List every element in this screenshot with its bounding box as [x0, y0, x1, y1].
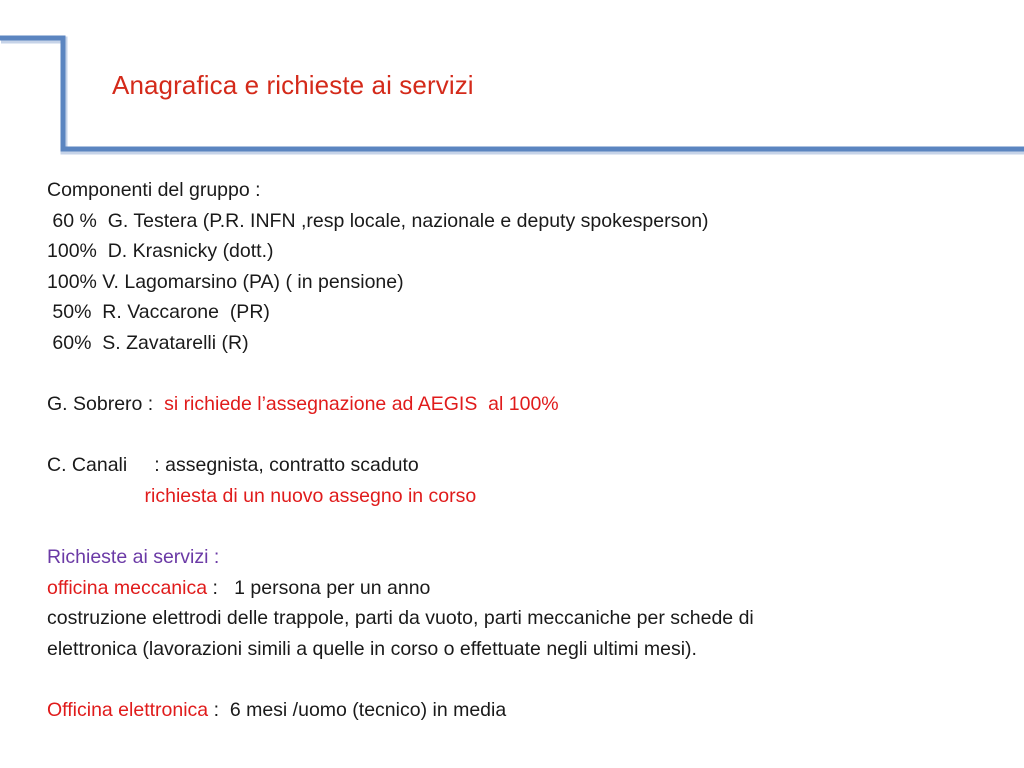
- canali-request: richiesta di un nuovo assegno in corso: [144, 484, 477, 507]
- mech-desc: elettronica (lavorazioni simili a quelle in corso o effettuate negli ultimi mesi).: [47, 637, 697, 660]
- slide-title: Anagrafica e richieste ai servizi: [112, 70, 474, 100]
- member-line: 100% V. Lagomarsino (PA) ( in pensione): [47, 270, 404, 293]
- spacer: [47, 420, 1007, 451]
- elec-line: [47, 695, 1007, 726]
- group-heading: Componenti del gruppo :: [47, 179, 261, 201]
- services-heading: Richieste ai servizi :: [47, 546, 220, 569]
- elec-value: : 6 mesi /uomo (tecnico) in media: [208, 699, 507, 722]
- elec-label: Officina elettronica: [47, 699, 209, 722]
- mech-line: [47, 573, 1007, 604]
- spacer: [47, 665, 1007, 696]
- mech-desc: costruzione elettrodi delle trappole, parti da vuoto, parti meccaniche per schede di: [47, 607, 754, 630]
- spacer: [47, 359, 1007, 390]
- indent: [47, 485, 145, 507]
- member-line: 50% R. Vaccarone (PR): [47, 301, 270, 324]
- sobrero-request: si richiede l’assegnazione ad AEGIS al 100%: [164, 393, 559, 416]
- canali-line: C. Canali : assegnista, contratto scaduto: [47, 454, 419, 477]
- spacer: [47, 512, 1007, 543]
- sobrero-name: G. Sobrero :: [47, 393, 165, 416]
- mech-value: : 1 persona per un anno: [207, 576, 431, 599]
- member-line: 60% S. Zavatarelli (R): [47, 331, 249, 354]
- sobrero-line: [47, 389, 1007, 420]
- slide-body: [47, 175, 1007, 726]
- member-line: 60 % G. Testera (P.R. INFN ,resp locale, nazionale e deputy spokesperson): [47, 209, 709, 232]
- member-line: 100% D. Krasnicky (dott.): [47, 240, 274, 263]
- canali-request-line: [47, 481, 1007, 512]
- mech-label: officina meccanica: [47, 576, 208, 599]
